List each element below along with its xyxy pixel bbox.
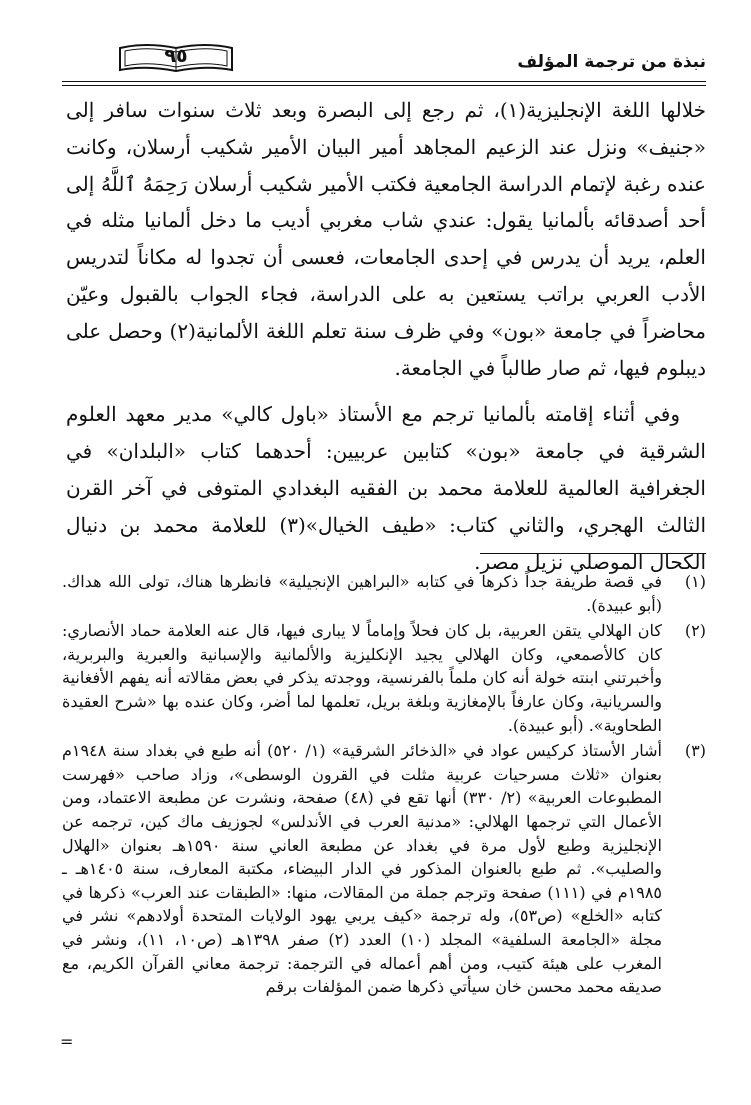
footnote-text: كان الهلالي يتقن العربية، بل كان فحلاً وإماماً لا يبارى فيها، قال عنه العلامة حماد الأنصاري: كان كالأصمعي، وكان الهلالي يجيد الإنكليزية والألمانية والإسبانية والعبرية والبربرية، وأخبرتني ابنته خولة أنه كان ملماً بالفرنسية، ووجدته يذكر في بعض مقالاته أنه يفهم الأفغانية والسريانية، وكان عارفاً بالإمغازية وبلغة بريل، تعلمها لما أضر، وكان عنده بها «شرح العقيدة الطحاوية». (أبو عبيدة). — [62, 621, 662, 735]
footnote — [62, 570, 706, 617]
footnotes — [62, 570, 706, 1001]
page-number-badge — [116, 40, 236, 74]
footnote-number: (٢) — [684, 621, 706, 641]
page-number: ٩٥ — [164, 45, 188, 67]
running-header — [62, 40, 706, 80]
footnote-separator — [480, 553, 706, 554]
footnote-text: أشار الأستاذ كركيس عواد في «الذخائر الشرقية» (١/ ٥٢٠) أنه طبع في بغداد سنة ١٩٤٨م بعنوان «ثلاث مسرحيات عربية مثلت في القرون الوسطى»، وزاد صاحب «فهرست المطبوعات العربية» (٢/ ٣٣٠) أنها تقع في (٤٨) صفحة، ونشرت عن مطبعة الاعتماد، ومن الأعمال التي ترجمها الهلالي: «مدنية العرب في الأندلس» لجوزيف ماك كين، ترجمه عن الإنجليزية وطبع لأول مرة في بغداد عن مطبعة العاني سنة ١٥٩٠هـ بعنوان «الهلال والصليب». ثم طبع بالعنوان المذكور في الدار البيضاء، مكتبة المعارف، سنة ١٤٠٥هـ ـ ١٩٨٥م في (١١١) صفحة وترجم جملة من المقالات، منها: «الطبقات عند العرب» ذكرها في كتابه «الخلع» (ص٥٣)، وله ترجمة «كيف يربي يهود الولايات المتحدة أولادهم» نشر في مجلة «الجامعة السلفية» المجلد (١٠) العدد (٢) صفر ١٣٩٨هـ (ص١٠، ١١)، ونشر في المغرب على هيئة كتيب، ومن أهم أعماله في الترجمة: ترجمة معاني القرآن الكريم، مع صديقه محمد محسن خان سيأتي ذكرها ضمن المؤلفات برقم — [62, 741, 663, 997]
footnote — [62, 739, 706, 999]
paragraph: وفي أثناء إقامته بألمانيا ترجم مع الأستاذ «باول كالي» مدير معهد العلوم الشرقية في جامعة «بون» كتابين عربيين: أحدهما كتاب «البلدان» في الجغرافية العالمية للعلامة محمد بن الفقيه البغدادي المتوفى في آخر القرن الثالث الهجري، والثاني كتاب: «طيف الخيال»(٣) للعلامة محمد بن دنيال الكحال الموصلي نزيل مصر. — [66, 402, 706, 574]
header-rule — [62, 81, 706, 82]
continuation-mark: = — [60, 1032, 74, 1051]
paragraph: خلالها اللغة الإنجليزية(١)، ثم رجع إلى البصرة وبعد ثلاث سنوات سافر إلى «جنيف» ونزل عند الزعيم المجاهد أمير البيان الأمير شكيب أرسلان، وكانت عنده رغبة لإتمام الدراسة الجامعية فكتب الأمير شكيب أرسلان رَحِمَهُ ٱللَّهُ إلى أحد أصدقائه بألمانيا يقول: عندي شاب مغربي أديب ما دخل ألمانيا مثله في العلم، يريد أن يدرس في إحدى الجامعات، فعسى أن تجدوا له مكاناً لتدريس الأدب العربي براتب يستعين به على الدراسة، فجاء الجواب بالقبول وعيّن محاضراً في جامعة «بون» وفي ظرف سنة تعلم اللغة الألمانية(٢) وحصل على ديبلوم فيها، ثم صار طالباً في الجامعة. — [66, 98, 706, 380]
header-title: نبذة من ترجمة المؤلف — [517, 52, 706, 72]
header-rule-thin — [62, 85, 706, 86]
footnote-text: في قصة طريفة جداً ذكرها في كتابه «البراهين الإنجيلية» فانظرها هناك، تولى الله هداك. (أبو عبيدة). — [62, 572, 662, 615]
footnote — [62, 619, 706, 737]
main-text — [66, 92, 706, 580]
footnote-number: (١) — [684, 572, 706, 591]
footnote-number: (٣) — [684, 741, 706, 761]
